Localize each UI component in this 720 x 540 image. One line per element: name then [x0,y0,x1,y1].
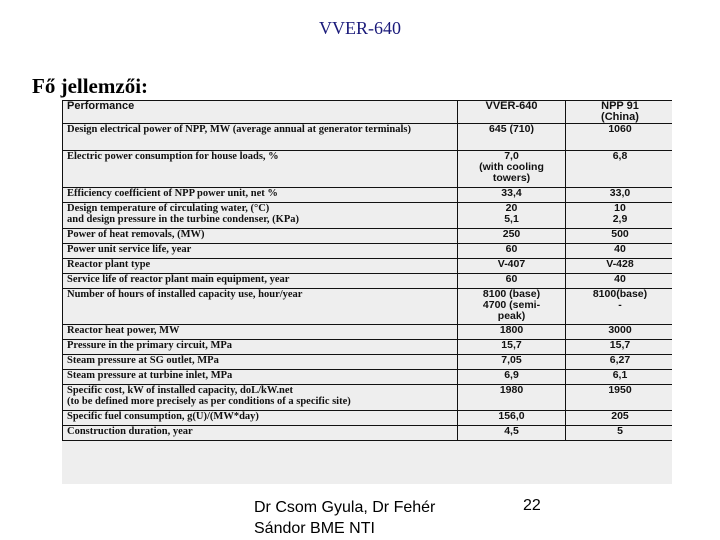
table-row [63,244,673,259]
author-line-1: Dr Csom Gyula, Dr Fehér [254,499,436,516]
vver-640-value: 20 5,1 [458,203,566,229]
author-line-2: Sándor BME NTI [254,520,375,537]
table-row [63,274,673,289]
npp-91-value: V-428 [566,259,673,274]
vver-640-value: 4,5 [458,426,566,441]
vver-640-value: 645 (710) [458,124,566,151]
parameter-cell: Power unit service life, year [63,244,458,259]
performance-table [62,100,672,441]
table-row [63,259,673,274]
parameter-cell: Number of hours of installed capacity use, hour/year [63,289,458,325]
npp-91-value: 40 [566,274,673,289]
header-performance: Performance [63,101,458,124]
page-number: 22 [523,497,541,514]
npp-91-value: 500 [566,229,673,244]
vver-640-value: 33,4 [458,188,566,203]
header-npp-91: NPP 91 (China) [566,101,673,124]
table-header-row [63,101,673,124]
table-row [63,370,673,385]
npp-91-value: 6,8 [566,151,673,188]
vver-640-value: 15,7 [458,340,566,355]
table-row [63,124,673,151]
npp-91-value: 40 [566,244,673,259]
vver-640-value: V-407 [458,259,566,274]
page-title: VVER-640 [319,18,401,38]
vver-640-value: 1980 [458,385,566,411]
parameter-cell: Power of heat removals, (MW) [63,229,458,244]
parameter-cell: Service life of reactor plant main equipment, year [63,274,458,289]
table-row [63,340,673,355]
parameter-cell: Steam pressure at SG outlet, MPa [63,355,458,370]
vver-640-value: 7,0 (with cooling towers) [458,151,566,188]
vver-640-value: 250 [458,229,566,244]
npp-91-value: 5 [566,426,673,441]
table-row [63,426,673,441]
table-row [63,203,673,229]
parameter-cell: Specific cost, kW of installed capacity, doL/kW.net (to be defined more precisely as per conditions of a specific site) [63,385,458,411]
table-row [63,411,673,426]
parameter-cell: Design temperature of circulating water, (°C) and design pressure in the turbine condenser, (KPa) [63,203,458,229]
vver-640-value: 60 [458,244,566,259]
npp-91-value: 1060 [566,124,673,151]
parameter-cell: Reactor plant type [63,259,458,274]
vver-640-value: 1800 [458,325,566,340]
npp-91-value: 3000 [566,325,673,340]
table-row [63,188,673,203]
vver-640-value: 60 [458,274,566,289]
performance-table-image [62,100,672,484]
parameter-cell: Construction duration, year [63,426,458,441]
parameter-cell: Efficiency coefficient of NPP power unit, net % [63,188,458,203]
npp-91-value: 1950 [566,385,673,411]
parameter-cell: Pressure in the primary circuit, MPa [63,340,458,355]
npp-91-value: 15,7 [566,340,673,355]
table-row [63,229,673,244]
vver-640-value: 156,0 [458,411,566,426]
npp-91-value: 10 2,9 [566,203,673,229]
parameter-cell: Reactor heat power, MW [63,325,458,340]
table-row [63,289,673,325]
vver-640-value: 8100 (base) 4700 (semi- peak) [458,289,566,325]
table-row [63,151,673,188]
section-heading: Fő jellemzői: [32,74,149,98]
npp-91-value: 205 [566,411,673,426]
npp-91-value: 6,1 [566,370,673,385]
table-row [63,325,673,340]
vver-640-value: 6,9 [458,370,566,385]
npp-91-value: 8100(base) - [566,289,673,325]
npp-91-value: 6,27 [566,355,673,370]
parameter-cell: Specific fuel consumption, g(U)/(MW*day) [63,411,458,426]
footer-author [254,497,435,539]
table-row [63,355,673,370]
header-vver-640: VVER-640 [458,101,566,124]
parameter-cell: Electric power consumption for house loads, % [63,151,458,188]
vver-640-value: 7,05 [458,355,566,370]
table-row [63,385,673,411]
parameter-cell: Steam pressure at turbine inlet, MPa [63,370,458,385]
parameter-cell: Design electrical power of NPP, MW (average annual at generator terminals) [63,124,458,151]
npp-91-value: 33,0 [566,188,673,203]
